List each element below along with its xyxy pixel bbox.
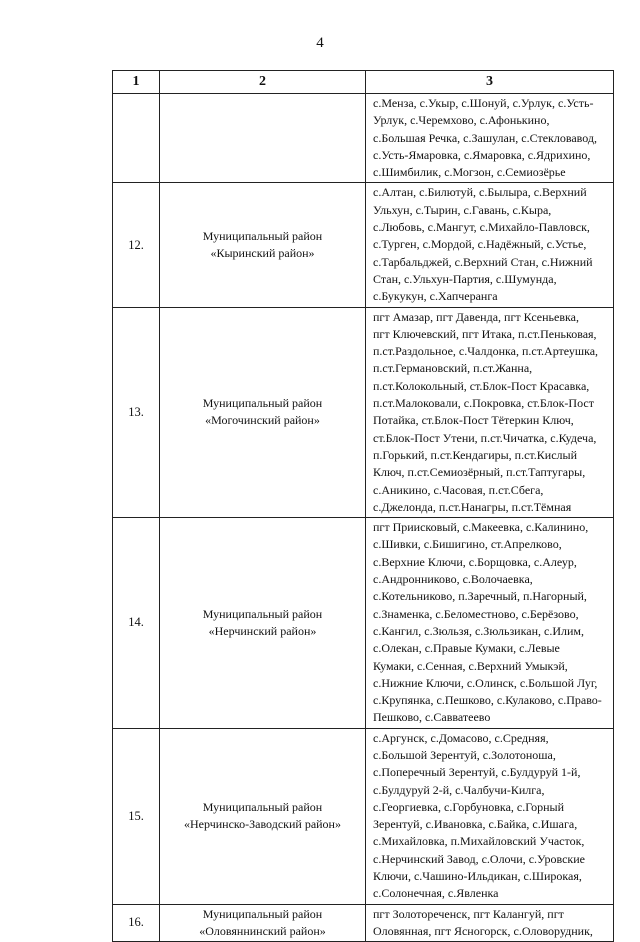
district-line: Муниципальный район: [202, 906, 323, 921]
row-number: 14.: [113, 518, 160, 729]
settlements-line: с.Шивки, с.Бишигино, ст.Апрелково,: [373, 537, 562, 552]
settlements-line: Оловянная, пгт Ясногорск, с.Оловорудник,: [373, 923, 593, 938]
settlements-line: с.Аргунск, с.Домасово, с.Средняя,: [373, 730, 549, 745]
table-row: [113, 904, 614, 942]
settlements-line: пгт Приисковый, с.Макеевка, с.Калинино,: [373, 520, 589, 535]
table-row: [113, 183, 614, 307]
row-number: [113, 94, 160, 183]
settlements-list: [366, 518, 614, 729]
district-line: «Могочинский район»: [205, 413, 320, 428]
settlements-line: с.Алтан, с.Билютуй, с.Былыра, с.Верхний: [373, 185, 587, 200]
table-body: [113, 94, 614, 942]
column-header-number: 1: [113, 71, 160, 94]
settlements-line: с.Менза, с.Укыр, с.Шонуй, с.Урлук, с.Усть-: [373, 96, 594, 110]
settlements-line: с.Нерчинский Завод, с.Олочи, с.Уровские: [373, 851, 585, 866]
table-row: [113, 307, 614, 518]
settlements-line: Потайка, ст.Блок-Пост Тётеркин Ключ,: [373, 413, 574, 428]
district-name: [160, 904, 366, 942]
settlements-line: с.Михайловка, п.Михайловский Участок,: [373, 834, 585, 849]
table-row: [113, 94, 614, 183]
table-row: [113, 728, 614, 904]
settlements-line: с.Букукун, с.Хапчеранга: [373, 289, 498, 304]
settlements-line: с.Булдуруй 2-й, с.Чалбучи-Килга,: [373, 782, 545, 797]
table-header-row: [113, 71, 614, 94]
district-line: Муниципальный район: [202, 396, 323, 411]
settlements-line: п.Горький, п.ст.Кендагиры, п.ст.Кислый: [373, 447, 577, 462]
settlements-line: пгт Ключевский, пгт Итака, п.ст.Пеньковая,: [373, 326, 597, 341]
settlements-line: с.Джелонда, п.ст.Нанагры, п.ст.Тёмная: [373, 499, 572, 514]
settlements-list: [366, 307, 614, 518]
settlements-list: [366, 728, 614, 904]
settlements-line: с.Турген, с.Мордой, с.Надёжный, с.Устье,: [373, 237, 587, 252]
district-line: Муниципальный район: [202, 606, 323, 621]
settlements-line: с.Олекан, с.Правые Кумаки, с.Левые: [373, 641, 560, 656]
settlements-line: пгт Золотореченск, пгт Калангуй, пгт: [373, 906, 564, 921]
settlements-line: с.Шимбилик, с.Могзон, с.Семиозёрье: [373, 165, 566, 180]
settlements-line: с.Верхние Ключи, с.Борщовка, с.Алеур,: [373, 554, 577, 569]
column-header-district: 2: [160, 71, 366, 94]
settlements-line: с.Усть-Ямаровка, с.Ямаровка, с.Ядрихино,: [373, 147, 591, 162]
row-number: 16.: [113, 904, 160, 942]
settlements-list: [366, 183, 614, 307]
column-header-settlements: 3: [366, 71, 614, 94]
settlements-line: с.Андронниково, с.Волочаевка,: [373, 572, 533, 587]
settlements-line: с.Котельниково, п.Заречный, п.Нагорный,: [373, 589, 587, 604]
settlements-list: [366, 904, 614, 942]
settlements-line: Зерентуй, с.Ивановка, с.Байка, с.Ишага,: [373, 817, 578, 832]
district-name: [160, 94, 366, 183]
settlements-line: п.ст.Малоковали, с.Покровка, ст.Блок-Пост: [373, 396, 594, 411]
settlements-line: п.ст.Колокольный, ст.Блок-Пост Красавка,: [373, 378, 590, 393]
row-number: 15.: [113, 728, 160, 904]
settlements-line: с.Любовь, с.Мангут, с.Михайло-Павловск,: [373, 220, 590, 235]
settlements-line: с.Тарбальджей, с.Верхний Стан, с.Нижний: [373, 254, 593, 269]
settlements-line: с.Большой Зерентуй, с.Золотоноша,: [373, 747, 556, 762]
page-number: 4: [316, 35, 324, 51]
district-name: [160, 728, 366, 904]
settlements-line: п.ст.Раздольное, с.Чалдонка, п.ст.Артеушка,: [373, 344, 599, 359]
settlements-line: п.ст.Германовский, п.ст.Жанна,: [373, 361, 533, 376]
settlements-line: с.Георгиевка, с.Горбуновка, с.Горный: [373, 799, 565, 814]
settlements-line: с.Аникино, с.Часовая, п.ст.Сбега,: [373, 482, 544, 497]
settlements-line: Ульхун, с.Тырин, с.Гавань, с.Кыра,: [373, 202, 552, 217]
row-number: 13.: [113, 307, 160, 518]
table-row: [113, 518, 614, 729]
settlements-line: с.Солонечная, с.Явленка: [373, 886, 499, 901]
district-name: [160, 307, 366, 518]
settlements-line: с.Знаменка, с.Беломестново, с.Берёзово,: [373, 606, 579, 621]
settlements-line: с.Кангил, с.Зюльзя, с.Зюльзикан, с.Илим,: [373, 623, 584, 638]
settlements-line: Ключи, с.Чашино-Ильдикан, с.Широкая,: [373, 869, 582, 884]
district-line: Муниципальный район: [202, 229, 323, 244]
settlements-line: ст.Блок-Пост Утени, п.ст.Чичатка, с.Кудеча,: [373, 430, 597, 445]
settlements-line: пгт Амазар, пгт Давенда, пгт Ксеньевка,: [373, 309, 579, 324]
settlements-line: Пешково, с.Савватеево: [373, 710, 491, 725]
district-line: «Оловяннинский район»: [199, 923, 326, 938]
settlements-list: [366, 94, 614, 183]
settlements-line: Ключ, п.ст.Семиозёрный, п.ст.Таптугары,: [373, 465, 586, 480]
settlements-line: Урлук, с.Черемхово, с.Афонькино,: [373, 113, 550, 128]
district-line: «Нерчинско-Заводский район»: [184, 817, 341, 832]
district-line: Муниципальный район: [202, 800, 323, 815]
district-name: [160, 518, 366, 729]
settlements-line: с.Крупянка, с.Пешково, с.Кулаково, с.Право-: [373, 693, 602, 708]
settlements-line: с.Поперечный Зерентуй, с.Булдуруй 1-й,: [373, 765, 581, 780]
settlements-line: Кумаки, с.Сенная, с.Верхний Умыкэй,: [373, 658, 568, 673]
settlements-line: с.Нижние Ключи, с.Олинск, с.Большой Луг,: [373, 675, 598, 690]
district-name: [160, 183, 366, 307]
settlements-line: Стан, с.Ульхун-Партия, с.Шумунда,: [373, 271, 557, 286]
district-line: «Нерчинский район»: [208, 623, 317, 638]
settlements-table: [112, 70, 614, 942]
settlements-line: с.Большая Речка, с.Зашулан, с.Стекловавод,: [373, 130, 598, 145]
row-number: 12.: [113, 183, 160, 307]
district-line: «Кыринский район»: [210, 246, 315, 261]
